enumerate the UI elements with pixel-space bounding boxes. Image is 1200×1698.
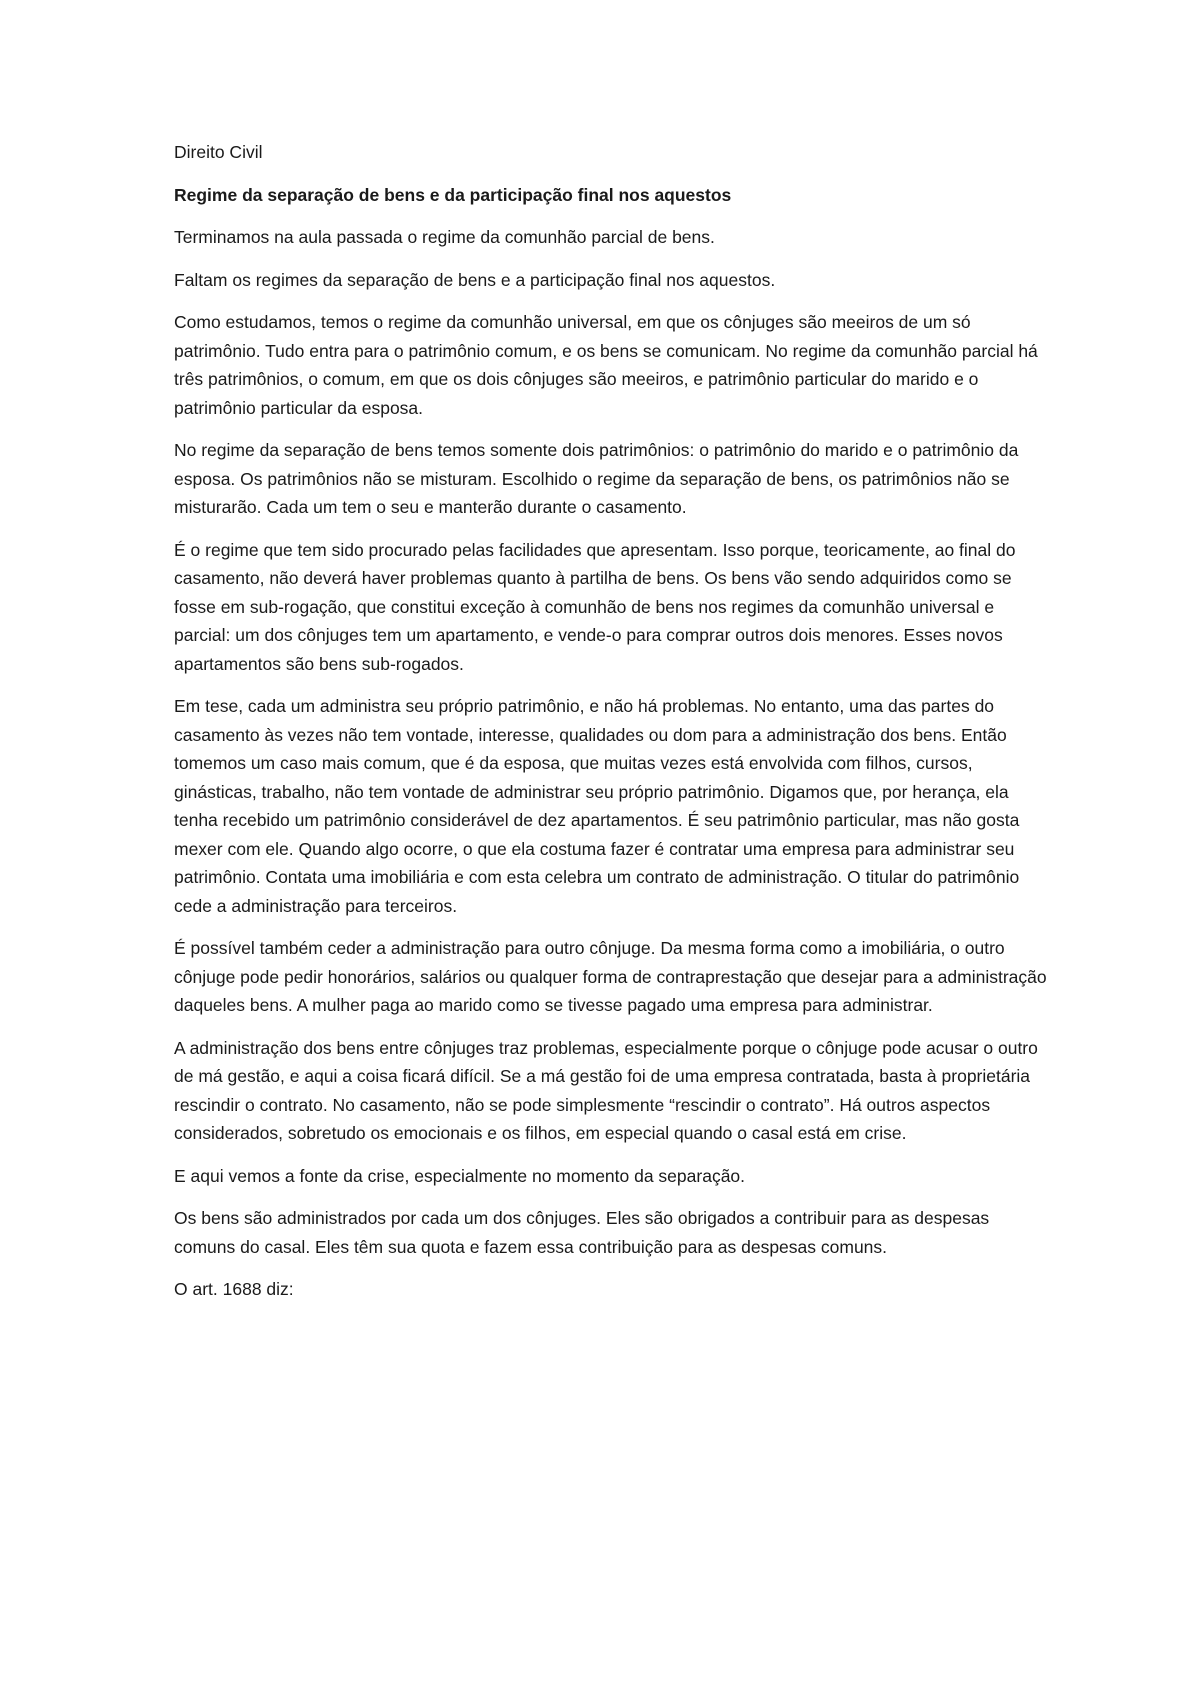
- paragraph: No regime da separação de bens temos somente dois patrimônios: o patrimônio do marido e o patrimônio da esposa. Os patrimônios não se misturam. Escolhido o regime da separação de bens, os patrimônios não se misturarão. Cada um tem o seu e manterão durante o casamento.: [174, 440, 1019, 517]
- paragraph: É o regime que tem sido procurado pelas facilidades que apresentam. Isso porque, teoricamente, ao final do casamento, não deverá haver problemas quanto à partilha de bens. Os bens vão sendo adquiridos como se fosse em sub-rogação, que constitui exceção à comunhão de bens nos regimes da comunhão universal e parcial: um dos cônjuges tem um apartamento, e vende-o para comprar outros dois menores. Esses novos apartamentos são bens sub-rogados.: [174, 539, 1016, 674]
- paragraph: Faltam os regimes da separação de bens e a participação final nos aquestos.: [174, 269, 776, 290]
- document-page: [174, 138, 1054, 1318]
- paragraph: É possível também ceder a administração para outro cônjuge. Da mesma forma como a imobiliária, o outro cônjuge pode pedir honorários, salários ou qualquer forma de contraprestação que desejar para a administração daqueles bens. A mulher paga ao marido como se tivesse pagado uma empresa para administrar.: [174, 938, 1047, 1015]
- paragraph: A administração dos bens entre cônjuges traz problemas, especialmente porque o cônjuge pode acusar o outro de má gestão, e aqui a coisa ficará difícil. Se a má gestão foi de uma empresa contratada, basta à proprietária rescindir o contrato. No casamento, não se pode simplesmente “rescindir o contrato”. Há outros aspectos considerados, sobretudo os emocionais e os filhos, em especial quando o casal está em crise.: [174, 1037, 1038, 1143]
- paragraph: Terminamos na aula passada o regime da comunhão parcial de bens.: [174, 227, 715, 247]
- paragraph: Em tese, cada um administra seu próprio patrimônio, e não há problemas. No entanto, uma das partes do casamento às vezes não tem vontade, interesse, qualidades ou dom para a administração dos bens. Então tomemos um caso mais comum, que é da esposa, que muitas vezes está envolvida com filhos, cursos, ginásticas, trabalho, não tem vontade de administrar seu próprio patrimônio. Digamos que, por herança, ela tenha recebido um patrimônio considerável de dez apartamentos. É seu patrimônio particular, mas não gosta mexer com ele. Quando algo ocorre, o que ela costuma fazer é contratar uma empresa para administrar seu patrimônio. Contata uma imobiliária e com esta celebra um contrato de administração. O titular do patrimônio cede a administração para terceiros.: [174, 696, 1020, 916]
- document-title: Regime da separação de bens e da participação final nos aquestos: [174, 184, 732, 205]
- document-subject: Direito Civil: [174, 142, 263, 162]
- paragraph: E aqui vemos a fonte da crise, especialmente no momento da separação.: [174, 1165, 746, 1186]
- paragraph: O art. 1688 diz:: [174, 1279, 294, 1299]
- paragraph: Os bens são administrados por cada um dos cônjuges. Eles são obrigados a contribuir para as despesas comuns do casal. Eles têm sua quota e fazem essa contribuição para as despesas comuns.: [174, 1208, 990, 1257]
- paragraph: Como estudamos, temos o regime da comunhão universal, em que os cônjuges são meeiros de um só patrimônio. Tudo entra para o patrimônio comum, e os bens se comunicam. No regime da comunhão parcial há três patrimônios, o comum, em que os dois cônjuges são meeiros, e patrimônio particular do marido e o patrimônio particular da esposa.: [174, 312, 1038, 418]
